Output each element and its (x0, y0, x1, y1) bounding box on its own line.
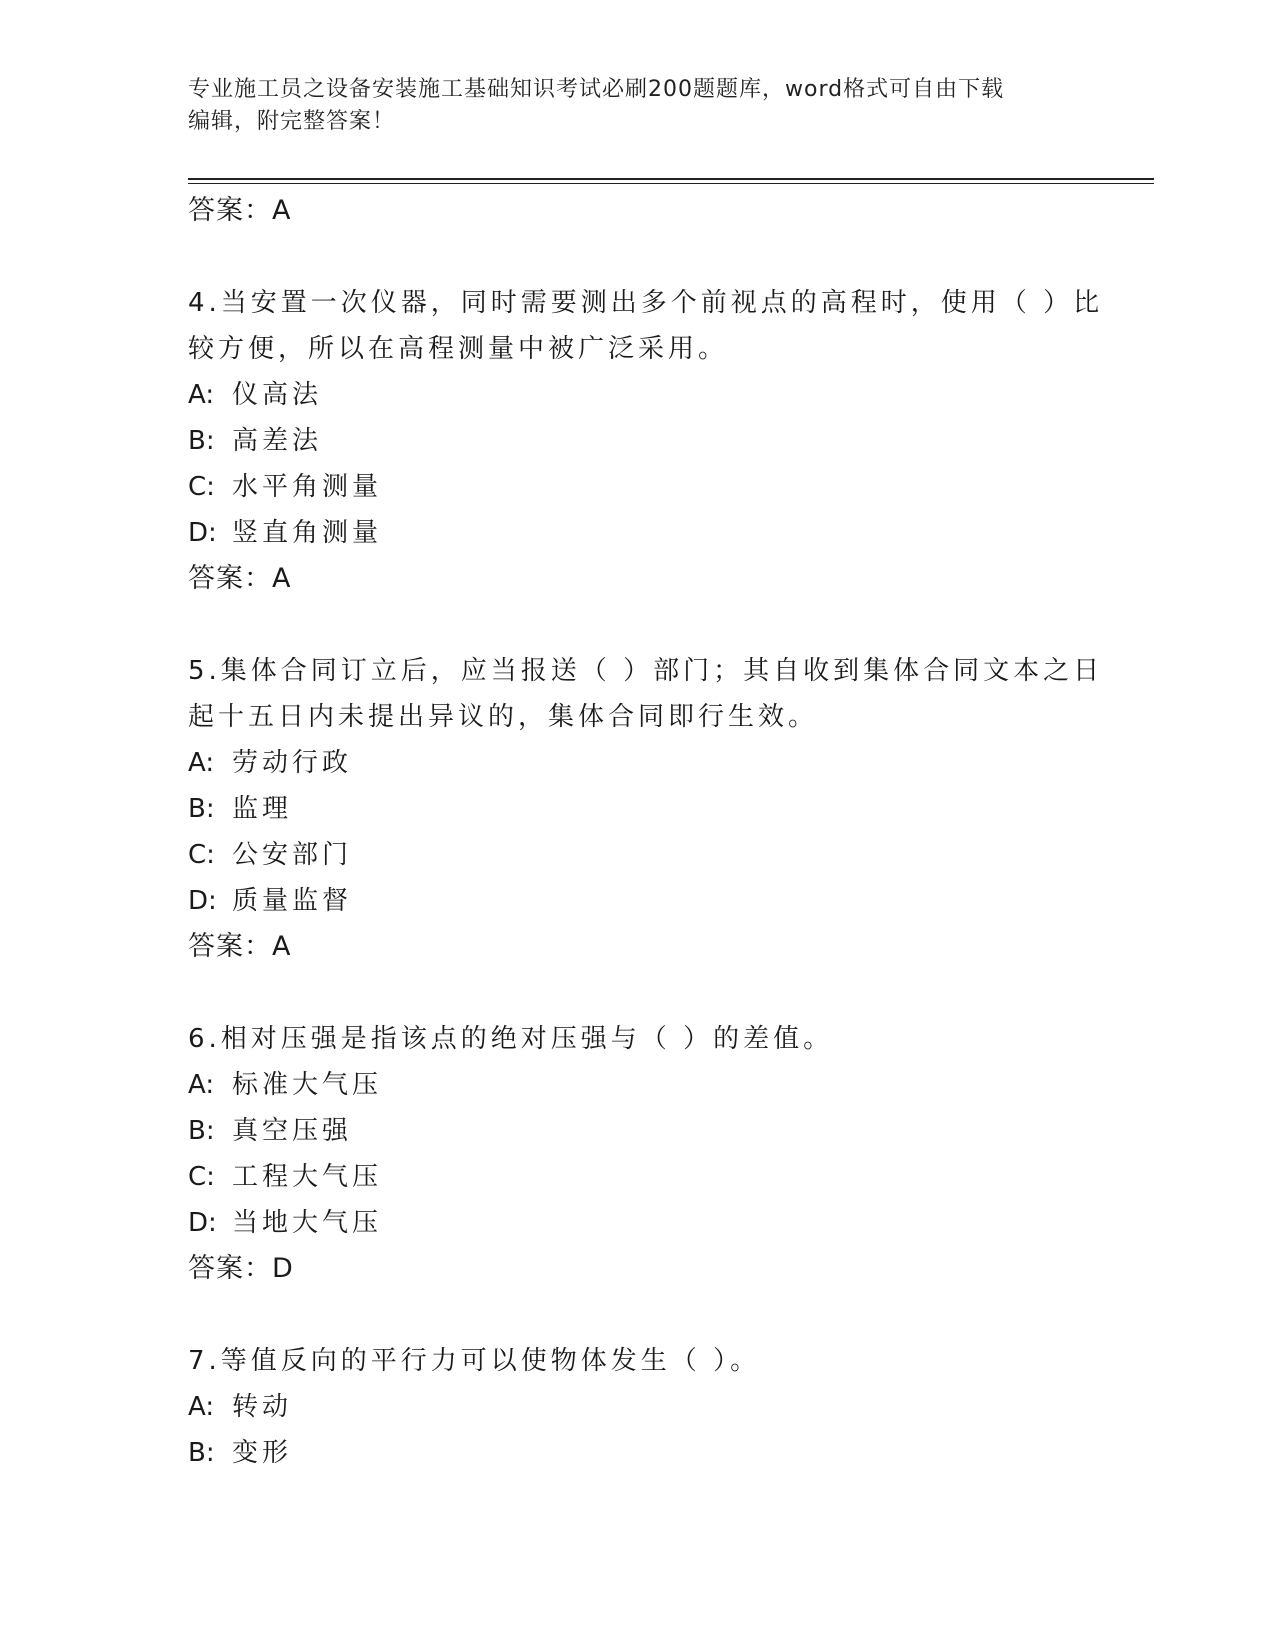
option-text: 劳动行政 (232, 748, 353, 778)
option-key: A: (188, 380, 215, 410)
option-key: B: (188, 426, 215, 456)
question-text: 4.当安置一次仪器，同时需要测出多个前视点的高程时，使用（ ）比 (188, 288, 1104, 318)
option-item (188, 1200, 1088, 1246)
document-header (188, 74, 1088, 138)
option-item (188, 1062, 1088, 1108)
header-line-1: 专业施工员之设备安装施工基础知识考试必刷200题题库，word格式可自由下载 (188, 77, 1005, 102)
question-text: 7.等值反向的平行力可以使物体发生（ ）。 (188, 1346, 761, 1376)
option-text: 变形 (232, 1438, 293, 1468)
option-item (188, 740, 1088, 786)
option-item (188, 832, 1088, 878)
option-item (188, 464, 1088, 510)
option-item (188, 1384, 1088, 1430)
option-key: D: (188, 518, 217, 548)
option-text: 真空压强 (232, 1116, 353, 1146)
option-key: B: (188, 794, 215, 824)
question-block (188, 1338, 1088, 1476)
question-block (188, 280, 1104, 602)
option-key: A: (188, 1070, 215, 1100)
option-key: A: (188, 748, 215, 778)
option-key: C: (188, 472, 215, 502)
option-item (188, 1154, 1088, 1200)
option-key: D: (188, 886, 217, 916)
question-block (188, 648, 1104, 970)
option-item (188, 418, 1088, 464)
option-key: C: (188, 840, 215, 870)
option-text: 质量监督 (232, 886, 353, 916)
answer-line: 答案：A (188, 563, 292, 594)
question-list (188, 188, 1104, 1476)
option-key: B: (188, 1116, 215, 1146)
option-text: 竖直角测量 (232, 518, 383, 548)
option-text: 仪高法 (232, 380, 323, 410)
option-key: D: (188, 1208, 217, 1238)
question-block (188, 1016, 1088, 1292)
option-key: A: (188, 1392, 215, 1422)
question-text: 较方便，所以在高程测量中被广泛采用。 (188, 334, 729, 364)
header-line-2: 编辑，附完整答案！ (188, 109, 396, 134)
answer-line: 答案：A (188, 195, 292, 226)
option-text: 转动 (232, 1392, 293, 1422)
header-divider (188, 178, 1154, 180)
answer-line: 答案：D (188, 1253, 294, 1284)
option-item (188, 510, 1088, 556)
option-text: 标准大气压 (232, 1070, 383, 1100)
option-text: 当地大气压 (232, 1208, 383, 1238)
header-divider-thin (188, 183, 1154, 184)
option-text: 工程大气压 (232, 1162, 383, 1192)
option-text: 水平角测量 (232, 472, 383, 502)
option-text: 高差法 (232, 426, 323, 456)
question-text: 起十五日内未提出异议的，集体合同即行生效。 (188, 702, 819, 732)
option-key: C: (188, 1162, 215, 1192)
option-item (188, 786, 1088, 832)
question-text: 6.相对压强是指该点的绝对压强与（ ）的差值。 (188, 1024, 834, 1054)
option-key: B: (188, 1438, 215, 1468)
option-item (188, 878, 1088, 924)
option-text: 公安部门 (232, 840, 353, 870)
question-text: 5.集体合同订立后，应当报送（ ）部门；其自收到集体合同文本之日 (188, 656, 1104, 686)
option-item (188, 1108, 1088, 1154)
option-text: 监理 (232, 794, 293, 824)
option-item (188, 372, 1088, 418)
answer-line: 答案：A (188, 931, 292, 962)
option-item (188, 1430, 1088, 1476)
